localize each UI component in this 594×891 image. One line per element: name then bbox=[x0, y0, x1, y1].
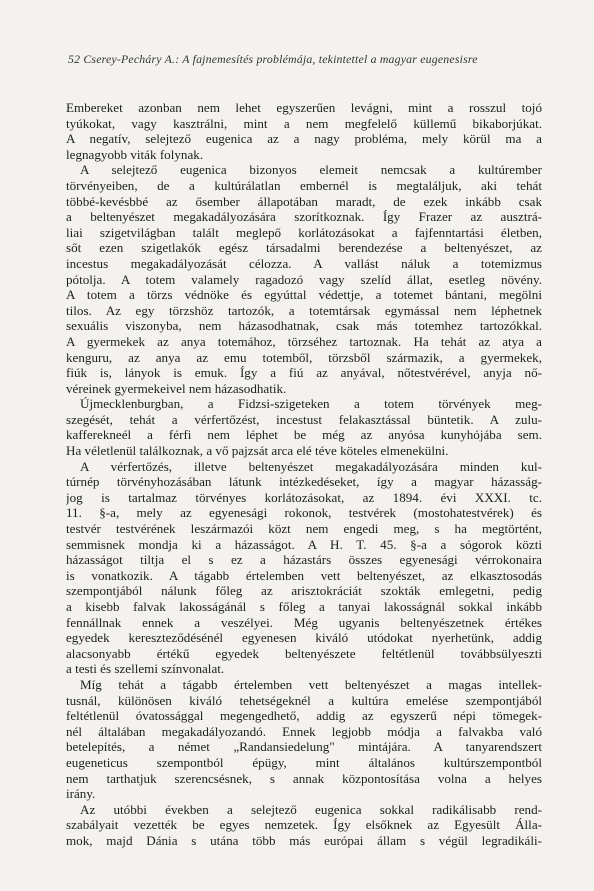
text-line: A negatív, selejtező eugenica az a nagy probléma, mely körül ma a bbox=[66, 131, 542, 147]
text-line: nem tarthatjuk szerencsésnek, s annak központosítása volna a helyes bbox=[66, 770, 542, 786]
text-line: is vonatkozik. A tágabb értelemben vett beltenyészet, az elkasztosodás bbox=[66, 567, 542, 583]
text-line: A selejtező eugenica bizonyos elemeit nemcsak a kultúrember bbox=[80, 162, 542, 178]
running-header: 52 Cserey-Pecháry A.: A fajnemesítés problémája, tekintettel a magyar eugenesisre bbox=[68, 52, 478, 66]
text-line: A totem a törzs védnöke és egyúttal védettje, a totemet bántani, megölni bbox=[66, 287, 542, 303]
text-line: a kisebb falvak lakosságánál s főleg a tanyai lakosságnál sokkal inkább bbox=[66, 599, 542, 614]
text-line: 11. §-a, mely az egyenesági rokonok, testvérek (mostohatestvérek) és bbox=[66, 505, 542, 521]
body-text bbox=[66, 100, 542, 849]
text-line: tilos. Az egy törzshöz tartozók, a totemtársak egymással nem léphetnek bbox=[66, 302, 542, 318]
text-line: A gyermekek az anya totemához, törzséhez tartoznak. Ha tehát az atya a bbox=[66, 333, 542, 349]
text-line: A vérfertőzés, illetve beltenyészet megakadályozására minden kul- bbox=[80, 458, 542, 474]
text-line: Embereket azonban nem lehet egyszerűen levágni, mint a rosszul tojó bbox=[66, 100, 542, 115]
text-line: liai szigetvilágban talált meglepő korlátozásokat a fajfenntartási életben, bbox=[66, 224, 542, 240]
text-line: kafferekneél a férfi nem léphet be még az anyósa kunyhójába sem. bbox=[66, 427, 542, 443]
text-line: véreinek gyermekeivel nem házasodhatik. bbox=[66, 380, 287, 396]
text-line: túrnép törvényhozásában látunk intézkedéseket, így a magyar házasság- bbox=[66, 474, 542, 490]
text-line: pótolja. A totem valamely ragadozó vagy szelíd állat, esetleg növény. bbox=[66, 271, 542, 287]
text-line: feltétlenül óvatossággal megengedhető, addig az egyszerű népi tömegek- bbox=[66, 708, 542, 724]
text-line: sőt ezen szigetlakók egész társadalmi berendezése a beltenyészet, az bbox=[66, 240, 542, 256]
text-line: testvér testvérének leszármazói közt nem engedi meg, s ha megtörtént, bbox=[66, 521, 542, 537]
text-line: házasságot tiltja el s ez a házastárs összes egyenesági vérrokonaira bbox=[66, 552, 542, 568]
text-line: tusnál, különösen kiváló tehetségeknél a kultúra emelése szempontjából bbox=[66, 692, 542, 708]
text-line: törvényeiben, de a kultúrálatlan embernél is megtaláljuk, aki tehát bbox=[66, 177, 542, 193]
text-line: betelepítés, a német „Randansiedelung" mintájára. A tanyarendszert bbox=[66, 739, 542, 755]
text-line: nél általában megakadályozandó. Ennek legjobb módja a falvakba való bbox=[66, 723, 542, 739]
text-line: mok, majd Dánia s utána több más európai állam s végül legradikáli- bbox=[66, 832, 542, 848]
text-line: a beltenyészet megakadályozására szorítkoznak. Így Frazer az ausztrá- bbox=[66, 209, 542, 225]
text-line: legnagyobb viták folynak. bbox=[66, 146, 204, 162]
text-line: sexuális viszonyba, nem házasodhatnak, csak más totemhez tartozókkal. bbox=[66, 318, 542, 334]
text-line: kenguru, az anya az emu totemből, törzsből származik, a gyermekek, bbox=[66, 349, 542, 365]
text-line: Az utóbbi években a selejtező eugenica sokkal radikálisabb rend- bbox=[80, 801, 542, 817]
text-line: Míg tehát a tágabb értelemben vett beltenyészet a magas intellek- bbox=[80, 676, 542, 692]
text-line: fennállnak ennek a veszélyei. Még ugyanis beltenyészetnek értékes bbox=[66, 614, 542, 630]
text-line: semmisnek mondja ki a házasságot. A H. T. 45. §-a a sógorok közti bbox=[66, 536, 542, 552]
text-line: alacsonyabb értékű egyedek beltenyészete feltétlenül továbbsülyeszti bbox=[66, 645, 542, 661]
text-line: többé-kevésbbé az ősember állapotában maradt, de ezek inkább csak bbox=[66, 193, 542, 209]
text-line: szempontjából nálunk főleg az arisztokráciát szokták emlegetni, pedig bbox=[66, 583, 542, 599]
text-line: irány. bbox=[66, 786, 96, 802]
text-line: incestus megakadályozását célozza. A vallást náluk a totemizmus bbox=[66, 255, 542, 271]
text-line: szegését, tehát a vérfertőzést, incestust felakasztással büntetik. A zulu- bbox=[66, 411, 542, 427]
text-line: eugeneticus szempontból épügy, mint általános kultúrszempontból bbox=[66, 754, 542, 770]
text-line: tyúkokat, vagy kasztrálni, mint a nem megfelelő küllemű bikaborjúkat. bbox=[66, 115, 542, 131]
text-line: fiúk is, lányok is emuk. Így a fiú az anyával, nőtestvérével, anyja nő- bbox=[66, 365, 542, 381]
text-line: szabályait vezették be egyes nemzetek. Így elsőknek az Egyesült Álla- bbox=[66, 817, 542, 833]
text-line: a testi és szellemi színvonalat. bbox=[66, 661, 225, 677]
text-line: Ha véletlenül találkoznak, a vő pajzsát arca elé téve köteles elmenekülni. bbox=[66, 443, 449, 459]
text-line: jog is tartalmaz törvényes korlátozásokat, az 1894. évi XXXI. tc. bbox=[66, 489, 542, 505]
text-line: Újmecklenburgban, a Fidzsi-szigeteken a totem törvények meg- bbox=[80, 396, 542, 412]
text-line: egyedek kereszteződésénél egyenesen kiváló utódokat nyerhetünk, addig bbox=[66, 630, 542, 646]
